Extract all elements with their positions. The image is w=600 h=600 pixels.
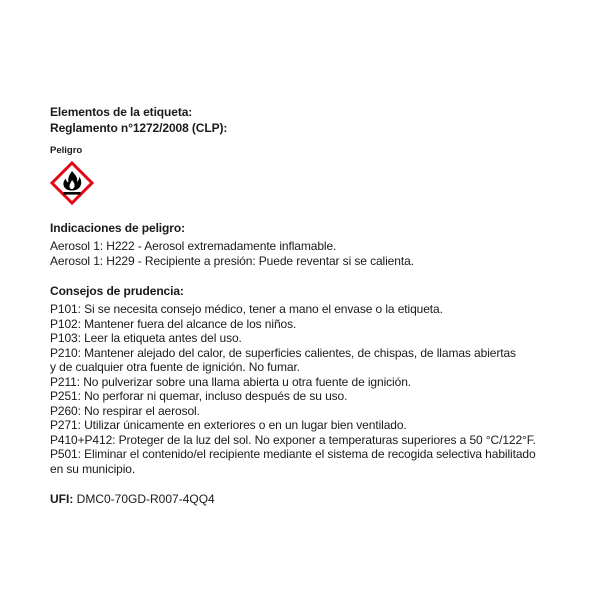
hazard-line: Aerosol 1: H222 - Aerosol extremadamente inflamable. bbox=[50, 239, 337, 253]
label-elements-title: Elementos de la etiqueta: bbox=[50, 105, 193, 119]
precaution-line: P103: Leer la etiqueta antes del uso. bbox=[50, 331, 242, 345]
hazard-heading: Indicaciones de peligro: bbox=[50, 221, 185, 235]
precautionary-statements-section bbox=[50, 283, 570, 476]
ufi-value: DMC0-70GD-R007-4QQ4 bbox=[76, 492, 215, 506]
precaution-line: P251: No perforar ni quemar, incluso después de su uso. bbox=[50, 389, 348, 403]
precaution-heading: Consejos de prudencia: bbox=[50, 284, 184, 298]
ufi-code bbox=[50, 492, 570, 506]
flame-base bbox=[64, 192, 81, 195]
precaution-line: P501: Eliminar el contenido/el recipiente mediante el sistema de recogida selectiva habilitado bbox=[50, 447, 536, 461]
signal-word: Peligro bbox=[50, 145, 83, 156]
regulation-title: Reglamento n°1272/2008 (CLP): bbox=[50, 121, 228, 135]
ufi-label: UFI: bbox=[50, 492, 74, 506]
precaution-line: P211: No pulverizar sobre una llama abierta u otra fuente de ignición. bbox=[50, 374, 411, 389]
precaution-line: P260: No respirar el aerosol. bbox=[50, 403, 200, 418]
precaution-line: en su municipio. bbox=[50, 461, 136, 476]
hazard-line: Aerosol 1: H229 - Recipiente a presión: Puede reventar si se calienta. bbox=[50, 253, 414, 268]
precaution-line: y de cualquier otra fuente de ignición. No fumar. bbox=[50, 360, 300, 374]
precaution-line: P271: Utilizar únicamente en exteriores o en un lugar bien ventilado. bbox=[50, 418, 407, 432]
precaution-line: P210: Mantener alejado del calor, de superficies calientes, de chispas, de llamas abiertas bbox=[50, 345, 516, 360]
precaution-line: P101: Si se necesita consejo médico, tener a mano el envase o la etiqueta. bbox=[50, 302, 443, 316]
flame-ghs-icon bbox=[50, 161, 94, 205]
hazard-statements-section bbox=[50, 220, 570, 268]
precaution-line: P102: Mantener fuera del alcance de los niños. bbox=[50, 316, 297, 331]
label-elements-document bbox=[50, 104, 570, 506]
precaution-line: P410+P412: Proteger de la luz del sol. No exponer a temperaturas superiores a 50 °C/122°F. bbox=[50, 432, 536, 447]
